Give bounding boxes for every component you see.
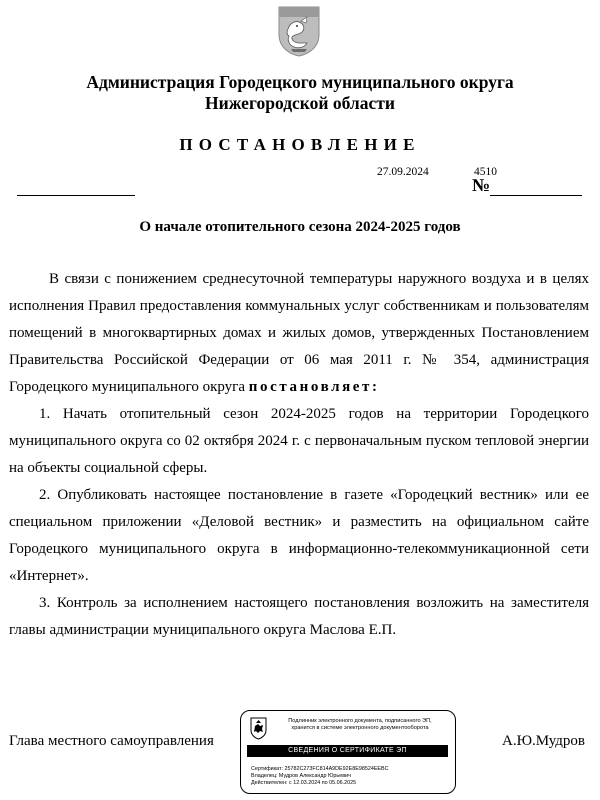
signer-name: А.Ю.Мудров [502, 733, 585, 749]
stamp-header-line2: хранится в системе электронного документооборота [291, 725, 429, 731]
list-item-1: 1. Начать отопительный сезон 2024-2025 годов на территории Городецкого муниципального округа со 02 октября 2024 г. с первоначальным пуском тепловой энергии на объекты социальной сферы. [9, 406, 589, 476]
document-body [9, 266, 589, 644]
signer-position: Глава местного самоуправления [9, 733, 214, 749]
intro-paragraph [9, 266, 589, 401]
stamp-header-line1: Подлинник электронного документа, подписанного ЭП, [288, 718, 432, 724]
list-item-3: 3. Контроль за исполнением настоящего постановления возложить на заместителя главы администрации муниципального округа Маслова Е.П. [9, 595, 589, 638]
certificate-details [251, 766, 449, 787]
date-underline [17, 195, 135, 196]
stamp-header [270, 718, 450, 732]
document-number: 4510 [474, 166, 497, 178]
electronic-signature-stamp [240, 710, 456, 794]
document-subject: О начале отопительного сезона 2024-2025 годов [139, 219, 461, 235]
certificate-info-bar: СВЕДЕНИЯ О СЕРТИФИКАТЕ ЭП [247, 745, 448, 757]
number-underline [490, 195, 582, 196]
certificate-number: Сертификат: 25782C273FC814A9DE92E8E98524EEBC [251, 766, 389, 772]
list-item-2: 2. Опубликовать настоящее постановление в газете «Городецкий вестник» или ее специальном приложении «Деловой вестник» и разместить на официальном сайте Городецкого муниципального округа в информационно-телекоммуникационной сети «Интернет». [9, 487, 589, 584]
certificate-validity: Действителен: с 12.03.2024 по 05.06.2025 [251, 780, 357, 786]
state-emblem-icon [250, 717, 267, 740]
coat-of-arms-icon [277, 5, 321, 57]
certificate-owner: Владелец: Мудров Александр Юрьевич [251, 773, 351, 779]
document-type-title: ПОСТАНОВЛЕНИЕ [179, 135, 421, 154]
number-sign: № [472, 175, 491, 195]
intro-text: В связи с понижением среднесуточной температуры наружного воздуха и в целях исполнения Правил предоставления коммунальных услуг собственникам и пользователям помещений в многоквартирных домах и жилых домов, утвержденных Постановлением Правительства Российской Федерации от 06 мая 2011 г. № 354, администрация Городецкого муниципального округа [9, 271, 589, 395]
organization-name-line1: Администрация Городецкого муниципального округа [86, 72, 514, 92]
organization-name-line2: Нижегородской области [205, 93, 395, 113]
document-date: 27.09.2024 [377, 166, 429, 178]
postanovlyaet-label: постановляет: [248, 379, 380, 395]
